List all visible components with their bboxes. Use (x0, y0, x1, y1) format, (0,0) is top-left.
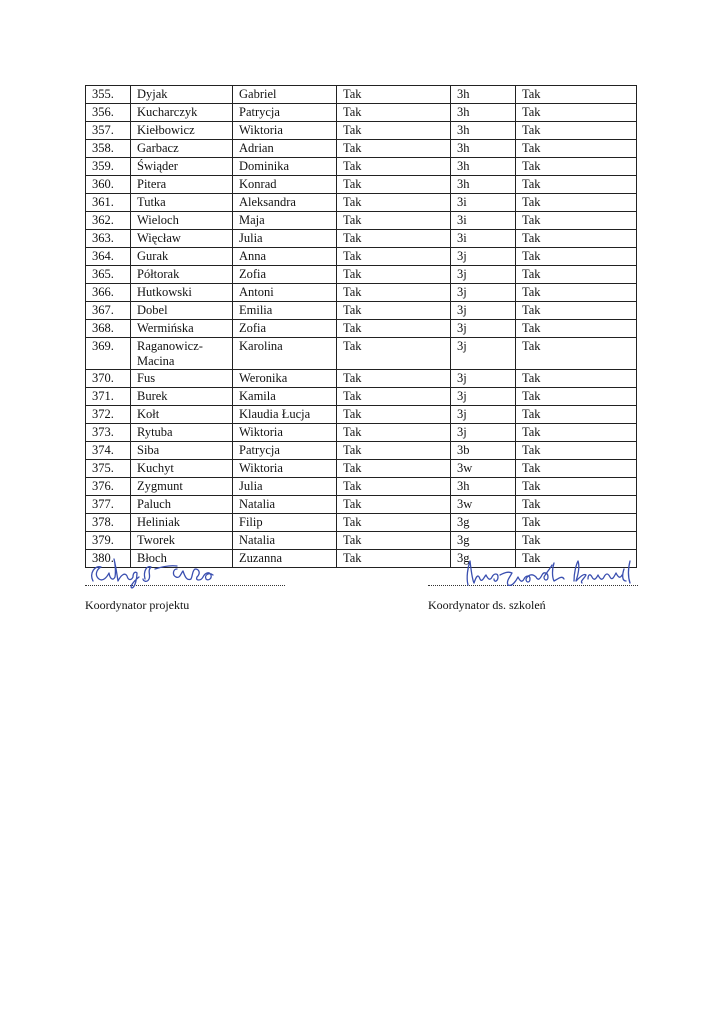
cell-surname: Kuchyt (131, 460, 233, 478)
cell-class: 3b (451, 442, 516, 460)
cell-surname: Siba (131, 442, 233, 460)
cell-class: 3h (451, 104, 516, 122)
handwritten-signature-left (85, 555, 285, 589)
cell-row-number: 376. (86, 478, 131, 496)
cell-class: 3j (451, 284, 516, 302)
cell-class: 3i (451, 212, 516, 230)
cell-first-name: Natalia (233, 496, 337, 514)
cell-status-a: Tak (337, 514, 451, 532)
cell-surname: Kiełbowicz (131, 122, 233, 140)
table-row (86, 266, 637, 284)
cell-first-name: Patrycja (233, 104, 337, 122)
table-row (86, 176, 637, 194)
cell-row-number: 375. (86, 460, 131, 478)
cell-row-number: 365. (86, 266, 131, 284)
cell-surname: Hutkowski (131, 284, 233, 302)
cell-first-name: Maja (233, 212, 337, 230)
cell-surname: Raganowicz-Macina (131, 338, 233, 370)
cell-surname: Zygmunt (131, 478, 233, 496)
table-row (86, 478, 637, 496)
cell-first-name: Wiktoria (233, 122, 337, 140)
cell-status-b: Tak (516, 460, 637, 478)
cell-row-number: 370. (86, 370, 131, 388)
table-row (86, 284, 637, 302)
cell-surname: Burek (131, 388, 233, 406)
cell-status-b: Tak (516, 496, 637, 514)
cell-status-b: Tak (516, 158, 637, 176)
cell-status-a: Tak (337, 176, 451, 194)
cell-class: 3g (451, 532, 516, 550)
cell-status-b: Tak (516, 320, 637, 338)
cell-surname: Półtorak (131, 266, 233, 284)
cell-surname: Wieloch (131, 212, 233, 230)
cell-surname: Dobel (131, 302, 233, 320)
cell-status-a: Tak (337, 230, 451, 248)
table-row (86, 496, 637, 514)
cell-first-name: Aleksandra (233, 194, 337, 212)
cell-surname: Heliniak (131, 514, 233, 532)
table-row (86, 104, 637, 122)
cell-class: 3h (451, 176, 516, 194)
cell-class: 3j (451, 424, 516, 442)
table-row (86, 194, 637, 212)
cell-row-number: 363. (86, 230, 131, 248)
cell-row-number: 378. (86, 514, 131, 532)
cell-status-a: Tak (337, 320, 451, 338)
cell-status-a: Tak (337, 550, 451, 568)
cell-first-name: Kamila (233, 388, 337, 406)
cell-first-name: Anna (233, 248, 337, 266)
cell-row-number: 359. (86, 158, 131, 176)
cell-status-b: Tak (516, 532, 637, 550)
cell-first-name: Zuzanna (233, 550, 337, 568)
table-row (86, 406, 637, 424)
cell-surname: Gurak (131, 248, 233, 266)
signature-dotted-line (85, 585, 285, 586)
cell-status-b: Tak (516, 266, 637, 284)
handwritten-signature-right (428, 555, 638, 589)
cell-first-name: Zofia (233, 266, 337, 284)
cell-row-number: 355. (86, 86, 131, 104)
cell-first-name: Julia (233, 478, 337, 496)
cell-status-b: Tak (516, 104, 637, 122)
cell-status-b: Tak (516, 550, 637, 568)
cell-class: 3j (451, 266, 516, 284)
cell-row-number: 372. (86, 406, 131, 424)
cell-first-name: Patrycja (233, 442, 337, 460)
cell-row-number: 356. (86, 104, 131, 122)
cell-surname: Garbacz (131, 140, 233, 158)
cell-first-name: Weronika (233, 370, 337, 388)
cell-status-a: Tak (337, 194, 451, 212)
cell-status-b: Tak (516, 370, 637, 388)
cell-first-name: Antoni (233, 284, 337, 302)
signature-label: Koordynator ds. szkoleń (428, 598, 546, 612)
cell-first-name: Wiktoria (233, 460, 337, 478)
cell-status-a: Tak (337, 532, 451, 550)
signature-label: Koordynator projektu (85, 598, 190, 612)
cell-row-number: 367. (86, 302, 131, 320)
table-row (86, 514, 637, 532)
cell-class: 3j (451, 406, 516, 424)
cell-class: 3j (451, 370, 516, 388)
cell-first-name: Dominika (233, 158, 337, 176)
table-row (86, 86, 637, 104)
cell-row-number: 361. (86, 194, 131, 212)
cell-class: 3j (451, 338, 516, 370)
cell-status-b: Tak (516, 424, 637, 442)
table-row (86, 370, 637, 388)
cell-status-a: Tak (337, 248, 451, 266)
cell-row-number: 371. (86, 388, 131, 406)
cell-status-b: Tak (516, 212, 637, 230)
cell-class: 3j (451, 302, 516, 320)
table-row (86, 302, 637, 320)
cell-surname: Dyjak (131, 86, 233, 104)
cell-first-name: Wiktoria (233, 424, 337, 442)
cell-status-a: Tak (337, 212, 451, 230)
cell-class: 3h (451, 86, 516, 104)
cell-status-b: Tak (516, 194, 637, 212)
cell-status-a: Tak (337, 122, 451, 140)
table-row (86, 442, 637, 460)
cell-row-number: 364. (86, 248, 131, 266)
cell-surname: Więcław (131, 230, 233, 248)
cell-status-b: Tak (516, 442, 637, 460)
signature-block-training-coordinator (428, 555, 638, 613)
cell-first-name: Gabriel (233, 86, 337, 104)
table-row (86, 320, 637, 338)
cell-row-number: 357. (86, 122, 131, 140)
cell-first-name: Zofia (233, 320, 337, 338)
cell-class: 3j (451, 388, 516, 406)
cell-class: 3w (451, 496, 516, 514)
table-row (86, 230, 637, 248)
signature-dotted-line (428, 585, 638, 586)
cell-first-name: Adrian (233, 140, 337, 158)
cell-status-a: Tak (337, 140, 451, 158)
cell-surname: Świąder (131, 158, 233, 176)
table-row (86, 338, 637, 370)
cell-status-a: Tak (337, 266, 451, 284)
cell-row-number: 368. (86, 320, 131, 338)
table-row (86, 388, 637, 406)
cell-status-a: Tak (337, 370, 451, 388)
cell-row-number: 374. (86, 442, 131, 460)
cell-status-a: Tak (337, 442, 451, 460)
cell-status-a: Tak (337, 496, 451, 514)
table-row (86, 532, 637, 550)
cell-status-a: Tak (337, 104, 451, 122)
cell-surname: Kucharczyk (131, 104, 233, 122)
cell-surname: Tworek (131, 532, 233, 550)
cell-status-b: Tak (516, 388, 637, 406)
cell-surname: Wermińska (131, 320, 233, 338)
cell-first-name: Filip (233, 514, 337, 532)
cell-class: 3j (451, 320, 516, 338)
cell-surname: Pitera (131, 176, 233, 194)
table-row (86, 122, 637, 140)
cell-status-a: Tak (337, 158, 451, 176)
cell-status-b: Tak (516, 338, 637, 370)
table-row (86, 424, 637, 442)
cell-surname: Rytuba (131, 424, 233, 442)
cell-status-a: Tak (337, 284, 451, 302)
cell-status-a: Tak (337, 388, 451, 406)
cell-class: 3g (451, 514, 516, 532)
cell-status-a: Tak (337, 424, 451, 442)
cell-status-b: Tak (516, 302, 637, 320)
cell-status-a: Tak (337, 86, 451, 104)
cell-class: 3h (451, 158, 516, 176)
cell-status-b: Tak (516, 86, 637, 104)
cell-class: 3h (451, 478, 516, 496)
cell-row-number: 377. (86, 496, 131, 514)
cell-status-b: Tak (516, 140, 637, 158)
cell-row-number: 380. (86, 550, 131, 568)
cell-status-a: Tak (337, 302, 451, 320)
cell-first-name: Emilia (233, 302, 337, 320)
table-row (86, 248, 637, 266)
cell-row-number: 366. (86, 284, 131, 302)
cell-status-b: Tak (516, 122, 637, 140)
cell-status-a: Tak (337, 406, 451, 424)
cell-class: 3i (451, 194, 516, 212)
cell-surname: Fus (131, 370, 233, 388)
cell-status-b: Tak (516, 248, 637, 266)
cell-status-a: Tak (337, 478, 451, 496)
cell-class: 3h (451, 122, 516, 140)
cell-status-b: Tak (516, 478, 637, 496)
cell-row-number: 358. (86, 140, 131, 158)
cell-row-number: 369. (86, 338, 131, 370)
cell-first-name: Konrad (233, 176, 337, 194)
cell-first-name: Klaudia Łucja (233, 406, 337, 424)
cell-status-b: Tak (516, 230, 637, 248)
table-row (86, 140, 637, 158)
cell-row-number: 360. (86, 176, 131, 194)
table-row (86, 158, 637, 176)
cell-class: 3h (451, 140, 516, 158)
cell-surname: Błoch (131, 550, 233, 568)
participants-table (85, 85, 637, 568)
cell-status-b: Tak (516, 406, 637, 424)
cell-status-b: Tak (516, 284, 637, 302)
signature-block-project-coordinator (85, 555, 285, 613)
table-row (86, 460, 637, 478)
cell-status-b: Tak (516, 514, 637, 532)
cell-class: 3g (451, 550, 516, 568)
table-row (86, 212, 637, 230)
cell-class: 3j (451, 248, 516, 266)
cell-row-number: 373. (86, 424, 131, 442)
cell-row-number: 362. (86, 212, 131, 230)
cell-surname: Tutka (131, 194, 233, 212)
cell-first-name: Julia (233, 230, 337, 248)
cell-status-a: Tak (337, 460, 451, 478)
cell-surname: Paluch (131, 496, 233, 514)
participants-table-body (86, 86, 637, 568)
cell-status-a: Tak (337, 338, 451, 370)
cell-status-b: Tak (516, 176, 637, 194)
cell-class: 3w (451, 460, 516, 478)
cell-first-name: Natalia (233, 532, 337, 550)
cell-class: 3i (451, 230, 516, 248)
cell-surname: Kołt (131, 406, 233, 424)
cell-first-name: Karolina (233, 338, 337, 370)
cell-row-number: 379. (86, 532, 131, 550)
